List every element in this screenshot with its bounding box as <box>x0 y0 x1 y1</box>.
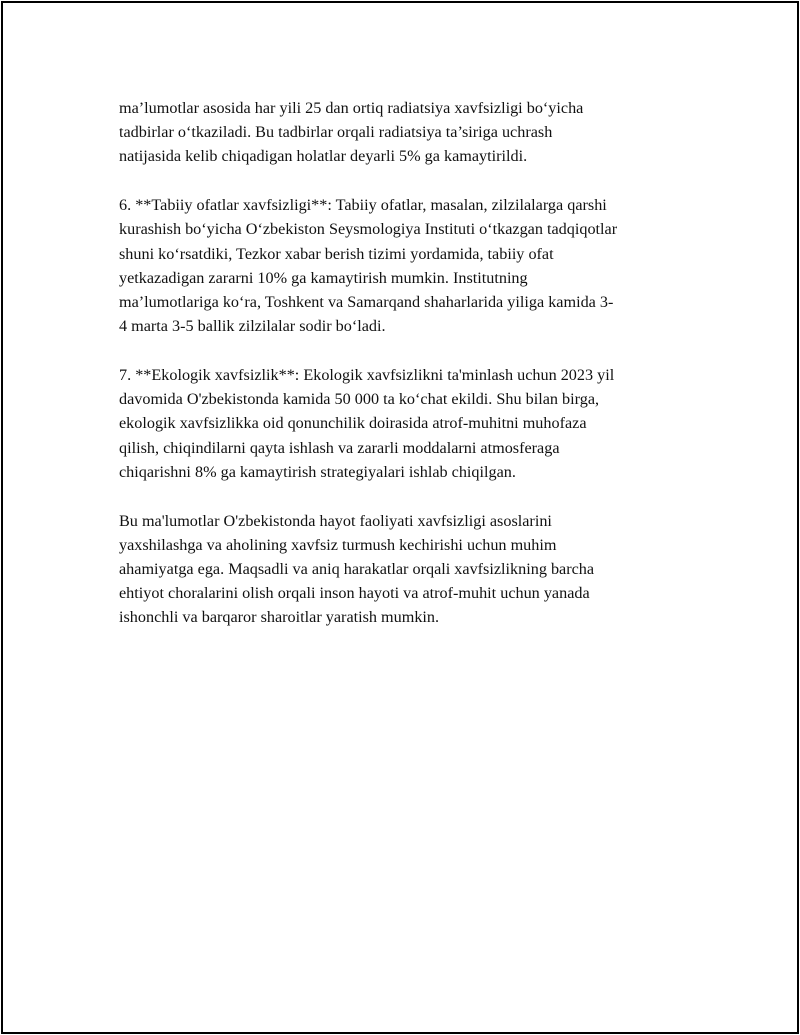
text-line: natijasida kelib chiqadigan holatlar deyarli 5% ga kamaytirildi. <box>119 147 528 166</box>
text-line: Bu ma'lumotlar O'zbekistonda hayot faoliyati xavfsizligi asoslarini <box>119 511 552 530</box>
text-line: yaxshilashga va aholining xavfsiz turmush kechirishi uchun muhim <box>119 535 557 554</box>
text-line: 4 marta 3-5 ballik zilzilalar sodir bo‘ladi. <box>119 317 386 336</box>
paragraph-radiation-continued <box>119 96 699 169</box>
text-line: davomida O'zbekistonda kamida 50 000 ta ko‘chat ekildi. Shu bilan birga, <box>119 390 600 409</box>
text-line: ma’lumotlariga ko‘ra, Toshkent va Samarqand shaharlarida yiliga kamida 3- <box>119 293 614 312</box>
text-line: chiqarishni 8% ga kamaytirish strategiyalari ishlab chiqilgan. <box>119 462 516 481</box>
text-line: 6. **Tabiiy ofatlar xavfsizligi**: Tabiiy ofatlar, masalan, zilzilalarga qarshi <box>119 196 607 215</box>
paragraph-conclusion <box>119 509 699 630</box>
text-line: kurashish bo‘yicha O‘zbekiston Seysmologiya Instituti o‘tkazgan tadqiqotlar <box>119 220 618 239</box>
text-line: qilish, chiqindilarni qayta ishlash va zararli moddalarni atmosferaga <box>119 438 560 457</box>
text-line: tadbirlar o‘tkaziladi. Bu tadbirlar orqali radiatsiya ta’siriga uchrash <box>119 123 553 142</box>
paragraph-ecological-safety <box>119 363 699 484</box>
text-line: ekologik xavfsizlikka oid qonunchilik doirasida atrof-muhitni muhofaza <box>119 414 587 433</box>
text-line: 7. **Ekologik xavfsizlik**: Ekologik xavfsizlikni ta'minlash uchun 2023 yil <box>119 366 615 385</box>
page-frame <box>1 1 799 1034</box>
text-line: ishonchli va barqaror sharoitlar yaratish mumkin. <box>119 608 440 627</box>
text-line: ehtiyot choralarini olish orqali inson hayoti va atrof-muhit uchun yanada <box>119 584 590 603</box>
document-body <box>119 96 699 654</box>
paragraph-natural-disasters <box>119 193 699 338</box>
text-line: yetkazadigan zararni 10% ga kamaytirish mumkin. Institutning <box>119 268 528 287</box>
text-line: ahamiyatga ega. Maqsadli va aniq harakatlar orqali xavfsizlikning barcha <box>119 560 595 579</box>
text-line: ma’lumotlar asosida har yili 25 dan ortiq radiatsiya xavfsizligi bo‘yicha <box>119 99 584 117</box>
text-line: shuni ko‘rsatdiki, Tezkor xabar berish tizimi yordamida, tabiiy ofat <box>119 244 554 263</box>
